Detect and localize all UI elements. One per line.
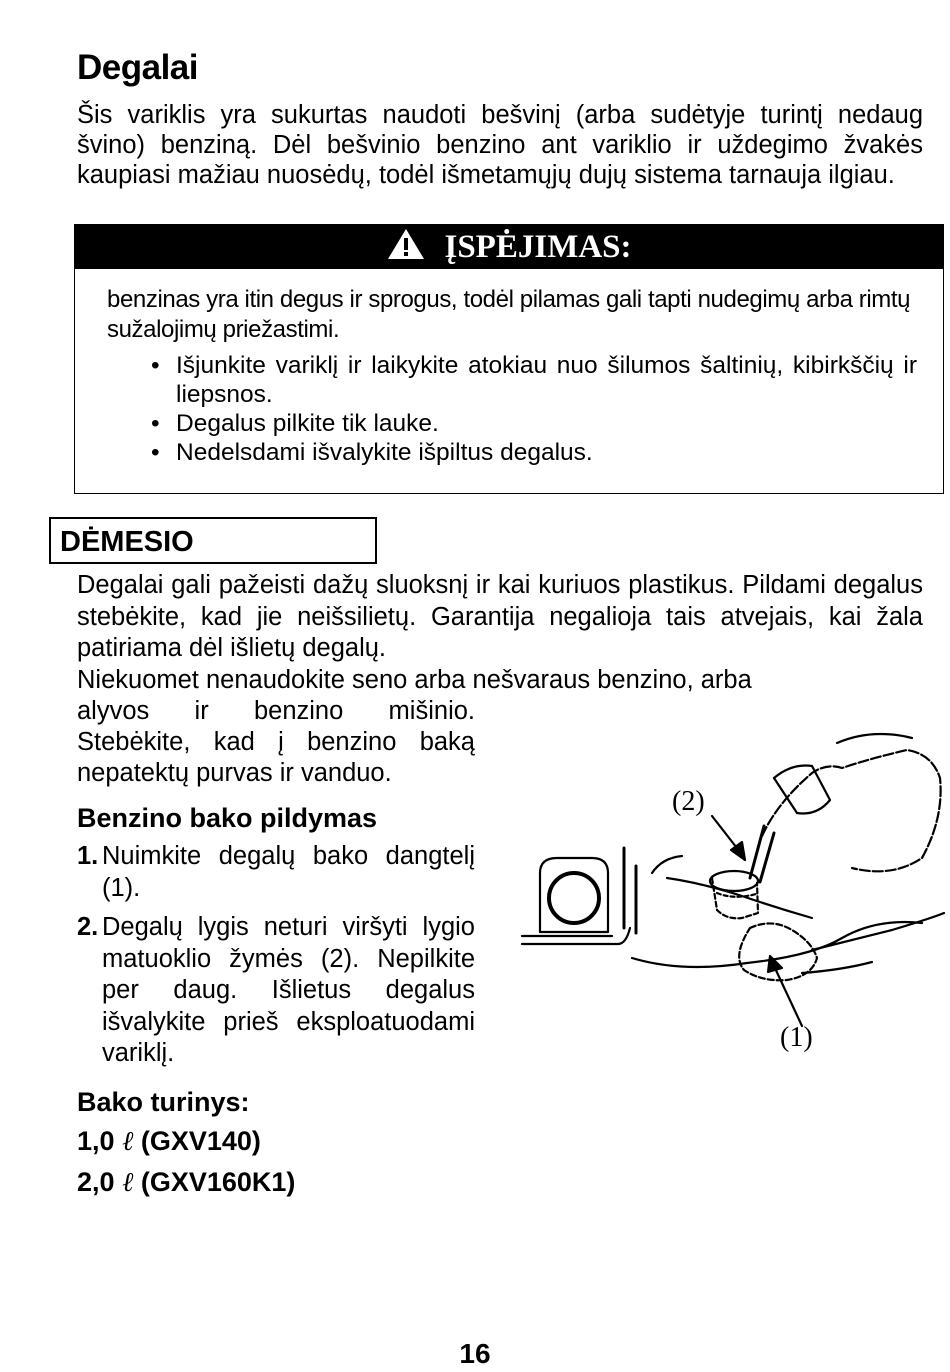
warning-triangle-icon [386,227,426,261]
capacity-line [77,1167,295,1198]
warning-title: ĮSPĖJIMAS: [444,229,632,265]
list-item: • Nedelsdami išvalykite išpiltus degalus. [151,438,917,467]
step-number: 1. [77,842,99,870]
notice-paragraph-3: alyvos ir benzino mišinio. Stebėkite, kad į benzino baką nepatektų purvas ir vanduo. [77,697,475,787]
warning-text: benzinas yra itin degus ir sprogus, todėl pilamas gali tapti nudegimų arba rimtų sužalojimų priežastimi. [107,286,911,343]
section-heading-filling: Benzino bako pildymas [77,803,378,833]
label-gauge-mark: (2) [672,786,705,817]
liter-unit: ℓ [122,1167,134,1198]
intro-paragraph: Šis variklis yra sukurtas naudoti bešvinį (arba sudėtyje turintį nedaug švino) benziną. Dėl bešvinio benzino ant variklio ir uždegimo žvakės kaupiasi mažiau nuosėdų, todėl išmetamųjų dujų sistema tarnauja ilgiau. [77,101,923,189]
step-number: 2. [77,913,99,941]
fuel-filling-illustration [512,718,947,1058]
warning-box [74,224,944,494]
list-item: • Išjunkite variklį ir laikykite atokiau nuo šilumos šaltinių, kibirkščių ir liepsnos. [151,351,917,409]
page-title: Degalai [77,48,198,87]
capacity-model: (GXV160K1) [140,1167,296,1197]
notice-paragraph-2: Niekuomet nenaudokite seno arba nešvaraus benzino, arba [77,666,752,694]
page-number: 16 [459,1338,491,1369]
step-text: Nuimkite degalų bako dangtelį (1). [102,842,475,902]
list-item [77,912,475,1070]
step-text: Degalų lygis neturi viršyti lygio matuoklio žymės (2). Nepilkite per daug. Išlietus degalus išvalykite prieš eksploatuodami variklį. [102,913,475,1067]
notice-paragraph: Degalai gali pažeisti dažų sluoksnį ir kai kuriuos plastikus. Pildami degalus stebėkite, kad jie neišsilietų. Garantija negalioja tais atvejais, kai žala patiriama dėl išlietų degalų. [77,571,923,662]
warning-list [151,351,917,467]
list-item [77,841,475,904]
filling-steps [77,841,475,1078]
list-item: • Degalus pilkite tik lauke. [151,409,917,438]
label-fuel-cap: (1) [780,1022,813,1053]
capacity-amount: 2,0 [77,1167,115,1197]
notice-label: DĖMESIO [49,517,377,564]
warning-header [75,225,943,269]
capacity-amount: 1,0 [77,1126,115,1156]
section-heading-capacity: Bako turinys: [77,1087,250,1117]
capacity-model: (GXV140) [140,1126,261,1156]
liter-unit: ℓ [122,1126,134,1157]
capacity-line [77,1126,261,1157]
